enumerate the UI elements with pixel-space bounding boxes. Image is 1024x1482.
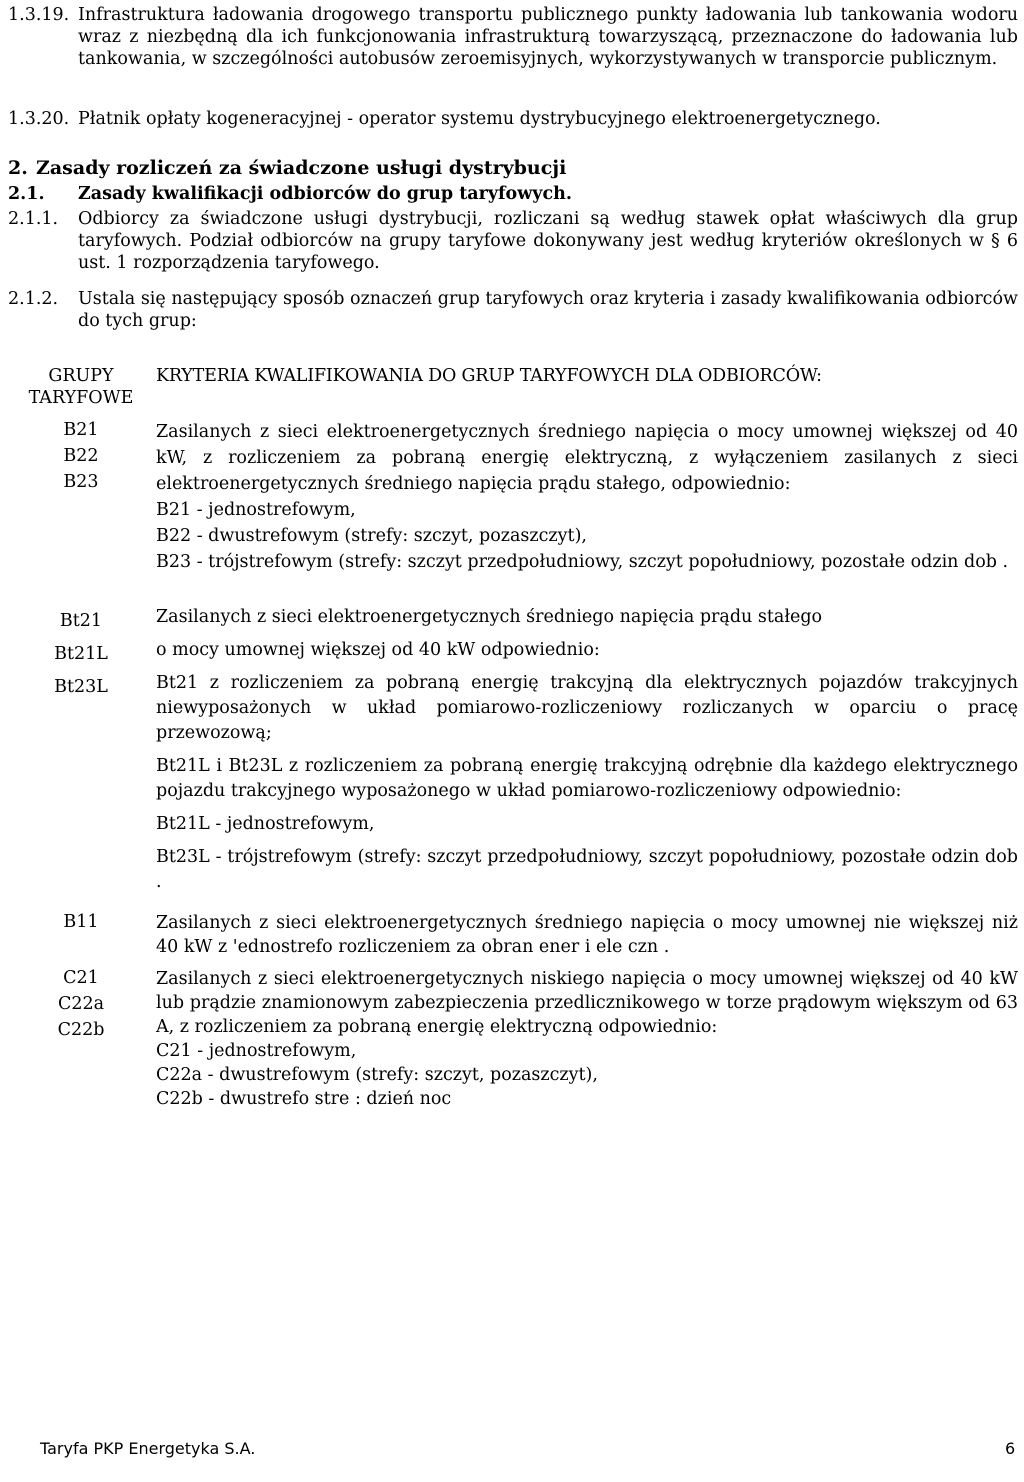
table-row (6, 575, 1018, 895)
criteria-cell (156, 895, 1018, 959)
paragraph-text: Odbiorcy za świadczone usługi dystrybucji, rozliczani są według stawek opłat właściwych dla grup taryfowych. Podział odbiorców na grupy taryfowe dokonywany jest według kryteriów określonych w § 6 ust. 1 rozporządzenia taryfowego. (78, 209, 1018, 273)
tariff-groups-table (6, 365, 1018, 1111)
section-number: 2.1. (8, 184, 45, 204)
groups-cell (6, 409, 156, 575)
paragraph-1-3-19 (8, 4, 1018, 70)
table-row (6, 409, 1018, 575)
group-code: Bt21 (59, 611, 103, 631)
group-code: C21 (63, 968, 99, 988)
footer-company: Taryfa PKP Energetyka S.A. (40, 1439, 256, 1458)
paragraph-text: Ustala się następujący sposób oznaczeń grup taryfowych oraz kryteria i zasady kwalifikowania odbiorców do tych grup: (78, 289, 1018, 331)
group-code: C22a (57, 994, 105, 1014)
footer-page-number: 6 (1005, 1439, 1016, 1458)
header-criteria: KRYTERIA KWALIFIKOWANIA DO GRUP TARYFOWYCH DLA ODBIORCÓW: (156, 366, 822, 386)
table-header-row (6, 365, 1018, 409)
table-row (6, 959, 1018, 1111)
criteria-text: B23 - trójstrefowym (strefy: szczyt przedpołudniowy, szczyt popołudniowy, pozostałe odzin dob . (156, 552, 1009, 572)
header-criteria-cell (156, 365, 1018, 409)
paragraph-number: 2.1.2. (8, 289, 59, 309)
group-code: B21 (63, 420, 99, 440)
criteria-text: B21 - jednostrefowym, (156, 500, 356, 520)
criteria-cell (156, 409, 1018, 575)
table-row (6, 895, 1018, 959)
section-2-heading (8, 157, 566, 179)
header-groups-line-2: TARYFOWE (28, 388, 134, 408)
criteria-text: C22b - dwustrefo stre : dzień noc (156, 1089, 452, 1109)
header-groups-line-1: GRUPY (48, 366, 114, 386)
criteria-cell (156, 959, 1018, 1111)
groups-cell (6, 959, 156, 1111)
criteria-text: Zasilanych z sieci elektroenergetycznych średniego napięcia o mocy umownej nie większej niż 40 kW z 'ednostrefo rozliczeniem za obran ener i ele czn . (156, 913, 1018, 957)
group-code: C22b (57, 1020, 105, 1040)
group-code: B22 (63, 446, 99, 466)
groups-cell (6, 575, 156, 895)
criteria-text: Bt21L i Bt23L z rozliczeniem za pobraną energię trakcyjną odrębnie dla każdego elektrycznego pojazdu trakcyjnego wyposażonego w układ pomiarowo-rozliczeniowy odpowiednio: (156, 756, 1018, 801)
criteria-text: Bt23L - trójstrefowym (strefy: szczyt przedpołudniowy, szczyt popołudniowy, pozostałe odzin dob . (156, 847, 1018, 892)
criteria-text: Zasilanych z sieci elektroenergetycznych średniego napięcia prądu stałego (156, 607, 823, 627)
header-groups-cell (6, 365, 156, 409)
section-2-1-heading (8, 183, 572, 205)
paragraph-1-3-20 (8, 108, 1018, 130)
criteria-text: Bt21L - jednostrefowym, (156, 814, 375, 834)
criteria-text: Bt21 z rozliczeniem za pobraną energię trakcyjną dla elektrycznych pojazdów trakcyjnych niewyposażonych w układ pomiarowo-rozliczeniowy rozliczanych w oparciu o pracę przewozową; (156, 673, 1018, 743)
paragraph-text: Infrastruktura ładowania drogowego transportu publicznego punkty ładowania lub tankowania wodoru wraz z niezbędną dla ich funkcjonowania infrastrukturą towarzyszącą, przeznaczone do ładowania lub tankowania, w szczególności autobusów zeroemisyjnych, wykorzystywanych w transporcie publicznym. (78, 5, 1018, 69)
group-code: Bt23L (54, 677, 108, 697)
paragraph-2-1-1 (8, 208, 1018, 274)
paragraph-text: Płatnik opłaty kogeneracyjnej - operator systemu dystrybucyjnego elektroenergetycznego. (78, 109, 881, 129)
group-code: B11 (63, 912, 99, 932)
paragraph-number: 2.1.1. (8, 209, 59, 229)
groups-cell (6, 895, 156, 959)
paragraph-number: 1.3.19. (8, 5, 70, 25)
criteria-text: Zasilanych z sieci elektroenergetycznych niskiego napięcia o mocy umownej większej od 40 kW lub prądzie znamionowym zabezpieczenia przedlicznikowego w torze prądowym większym od 63 A, z rozliczeniem za pobraną energię elektryczną odpowiednio: (156, 969, 1018, 1037)
paragraph-number: 1.3.20. (8, 109, 70, 129)
criteria-text: C21 - jednostrefowym, (156, 1041, 357, 1061)
criteria-text: Zasilanych z sieci elektroenergetycznych średniego napięcia o mocy umownej większej od 40 kW, z rozliczeniem za pobraną energię elektryczną, z wyłączeniem zasilanych z sieci elektroenergetycznych średniego napięcia prądu stałego, odpowiednio: (156, 422, 1018, 494)
criteria-cell (156, 575, 1018, 895)
criteria-text: C22a - dwustrefowym (strefy: szczyt, pozaszczyt), (156, 1065, 598, 1085)
group-code: B23 (63, 472, 99, 492)
group-code: Bt21L (54, 644, 108, 664)
section-title: Zasady kwalifikacji odbiorców do grup taryfowych. (78, 184, 572, 204)
criteria-text: o mocy umownej większej od 40 kW odpowiednio: (156, 640, 600, 660)
section-number: 2. (8, 157, 28, 179)
criteria-text: B22 - dwustrefowym (strefy: szczyt, pozaszczyt), (156, 526, 587, 546)
paragraph-2-1-2 (8, 288, 1018, 332)
section-title: Zasady rozliczeń za świadczone usługi dystrybucji (36, 157, 567, 179)
